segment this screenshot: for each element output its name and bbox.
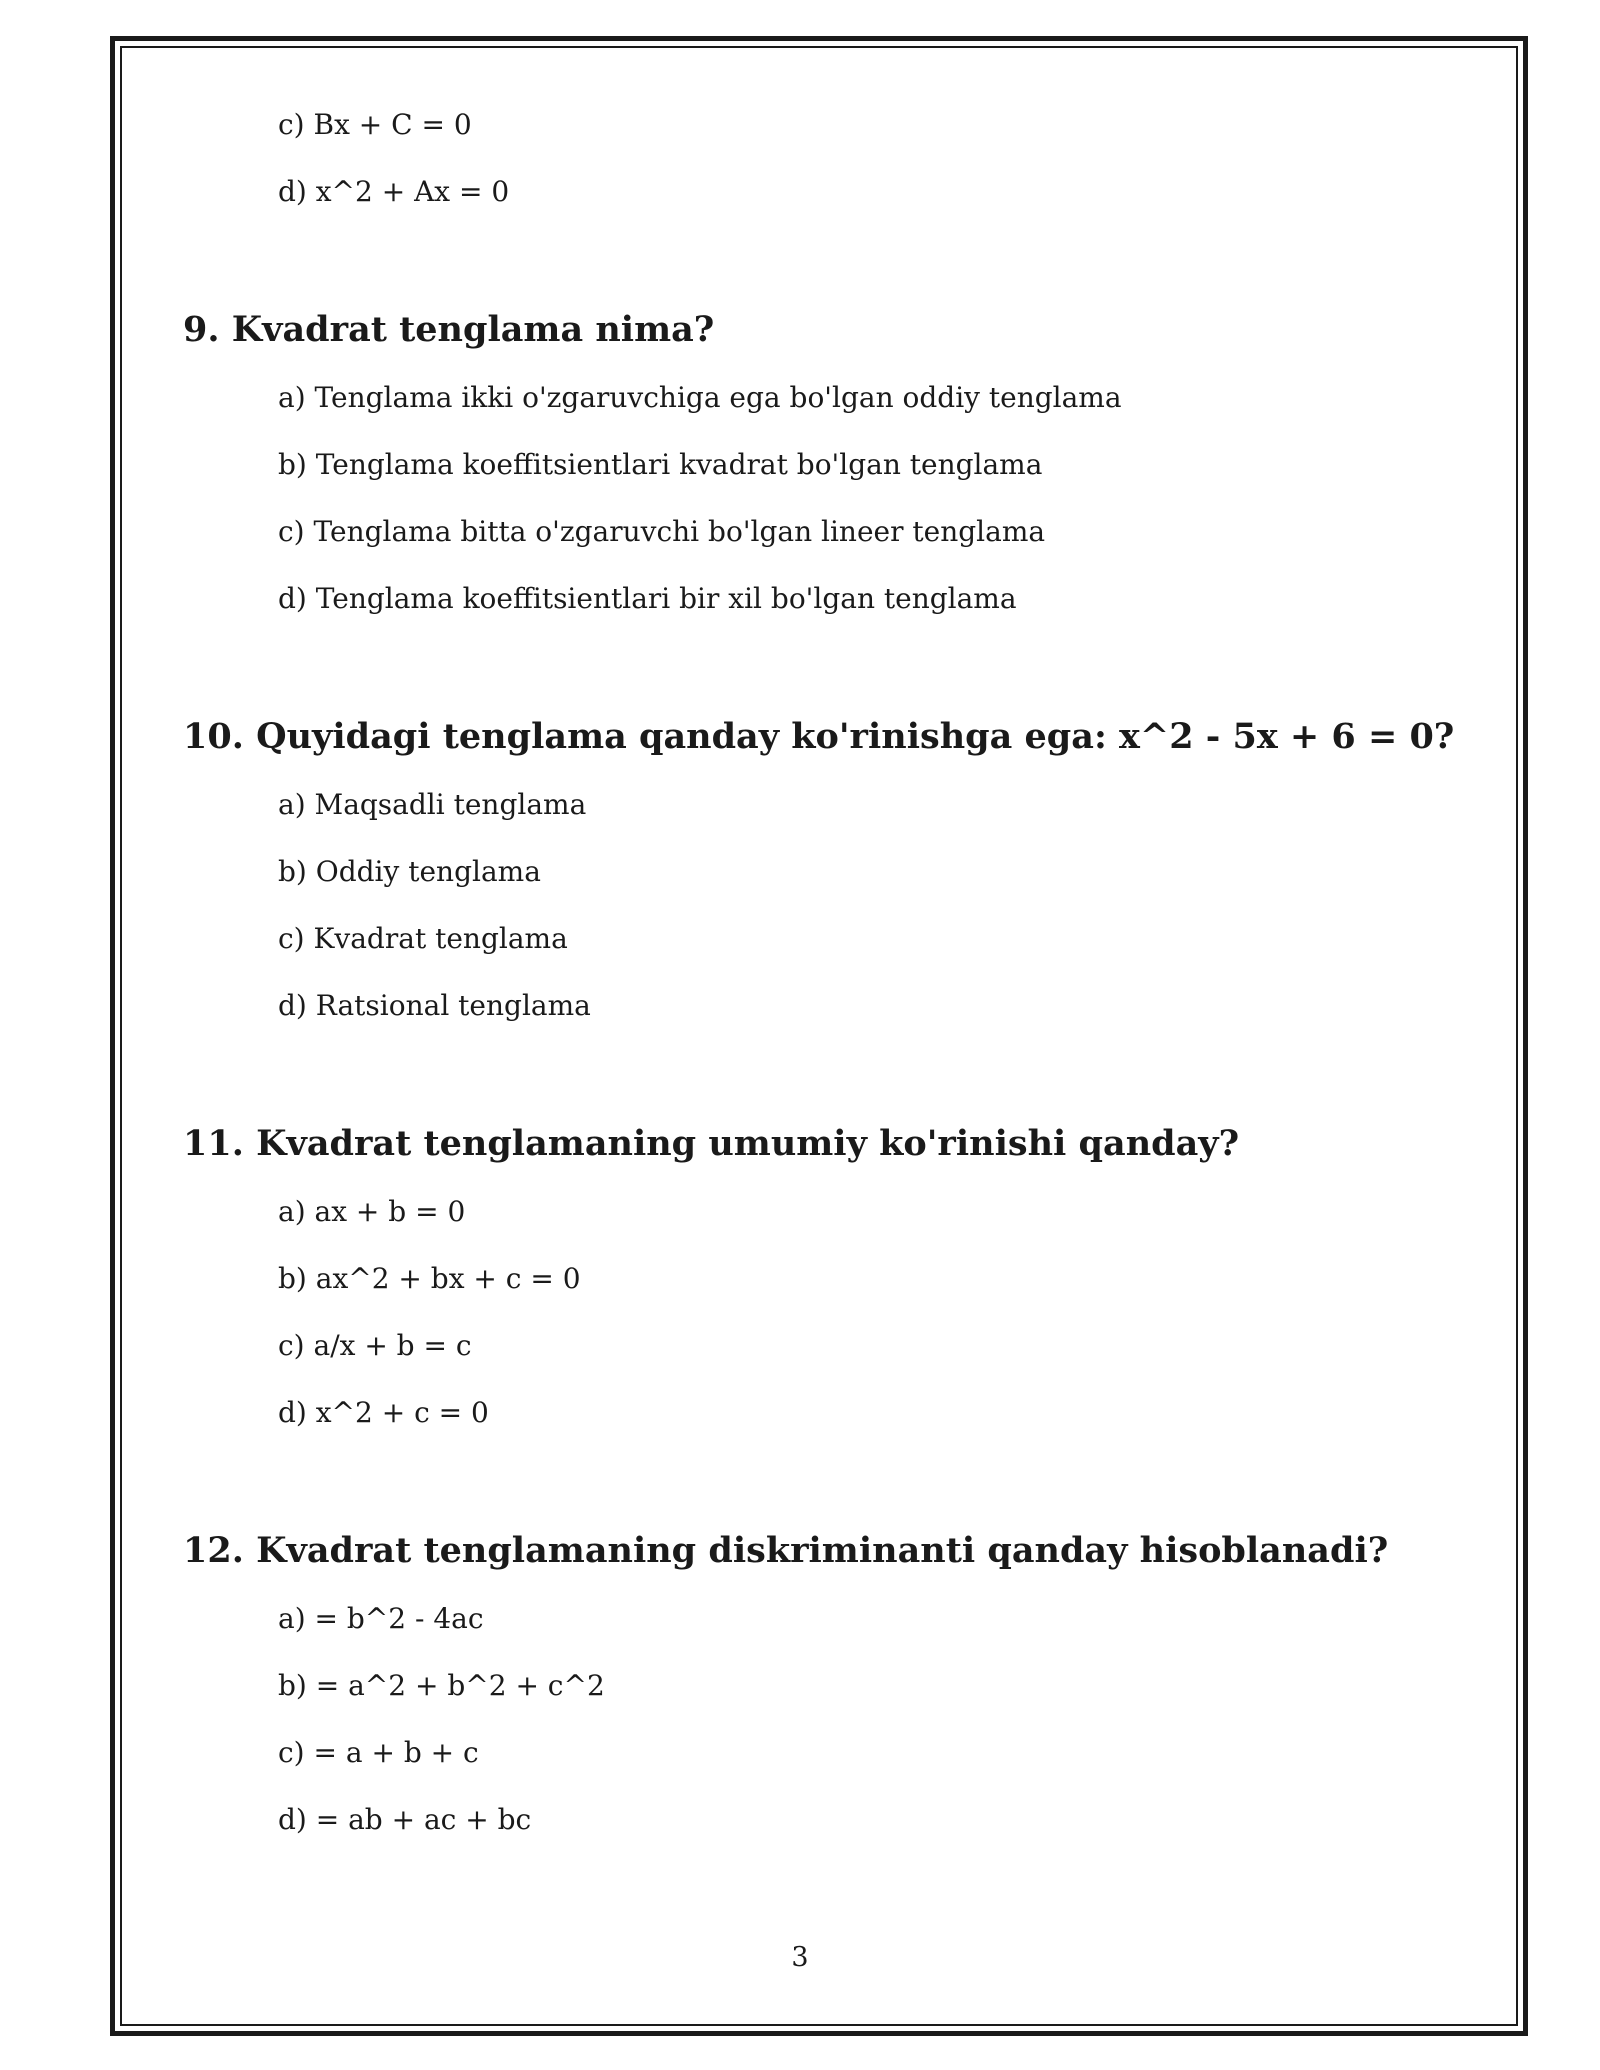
question-title: 9. Kvadrat tenglama nima? xyxy=(183,309,715,350)
answer-option: d) = ab + ac + bc xyxy=(278,1803,532,1836)
answer-option: a) Tenglama ikki o'zgaruvchiga ega bo'lgan oddiy tenglama xyxy=(278,381,1122,414)
question-10 xyxy=(183,716,1483,1023)
answer-option: b) = a^2 + b^2 + c^2 xyxy=(278,1669,605,1702)
answer-option: a) = b^2 - 4ac xyxy=(278,1602,484,1635)
answer-option: d) x^2 + Ax = 0 xyxy=(278,175,510,208)
answer-option: b) Oddiy tenglama xyxy=(278,855,541,888)
page-number: 3 xyxy=(791,1942,809,1973)
answer-option: a) Maqsadli tenglama xyxy=(278,788,587,821)
question-11 xyxy=(183,1123,1483,1430)
answer-option: c) a/x + b = c xyxy=(278,1329,472,1362)
page-content xyxy=(183,108,1483,1870)
question-title: 10. Quyidagi tenglama qanday ko'rinishga ega: x^2 - 5x + 6 = 0? xyxy=(183,716,1455,757)
answer-option: d) Ratsional tenglama xyxy=(278,989,591,1022)
question-title: 12. Kvadrat tenglamaning diskriminanti qanday hisoblanadi? xyxy=(183,1530,1389,1571)
question-8-continued-options xyxy=(183,108,1483,209)
answer-option: c) Bx + C = 0 xyxy=(278,108,472,141)
answer-option: d) Tenglama koeffitsientlari bir xil bo'lgan tenglama xyxy=(278,582,1017,615)
answer-option: c) Tenglama bitta o'zgaruvchi bo'lgan lineer tenglama xyxy=(278,515,1046,548)
answer-option: b) ax^2 + bx + c = 0 xyxy=(278,1262,581,1295)
answer-option: b) Tenglama koeffitsientlari kvadrat bo'lgan tenglama xyxy=(278,448,1043,481)
answer-option: c) = a + b + c xyxy=(278,1736,479,1769)
answer-option: c) Kvadrat tenglama xyxy=(278,922,568,955)
answer-option: d) x^2 + c = 0 xyxy=(278,1396,489,1429)
answer-option: a) ax + b = 0 xyxy=(278,1195,466,1228)
question-9 xyxy=(183,309,1483,616)
question-title: 11. Kvadrat tenglamaning umumiy ko'rinishi qanday? xyxy=(183,1123,1240,1164)
question-12 xyxy=(183,1530,1483,1837)
